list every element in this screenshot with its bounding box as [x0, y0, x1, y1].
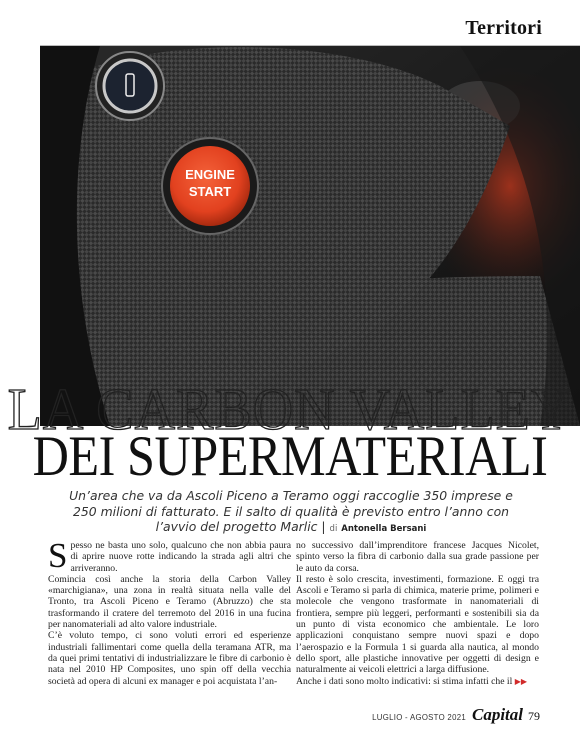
top-button [104, 60, 156, 112]
hero-illustration [40, 46, 580, 426]
body-paragraph-5: Il resto è solo crescita, investimenti, formazione. E oggi tra Ascoli e Teramo si parla di chimica, materie prime, polimeri e molecole che vengono trasformate in nanomateriali di frontiera, sempre più leggeri, performanti e sostenibili sia da un punto di vista economico che ambientale. Le loro applicazioni conquistano sempre nuovi spazi e dopo l’aerospazio e la Formula 1 si guarda alla nautica, al mondo dello sport, alle plastiche innovative per oggetti di design e naturalmente ai veicoli elettrici a larga diffusione. [296, 573, 539, 676]
body-paragraph-4: no successivo dall’imprenditore francese Jacques Nicolet, spinto verso la fibra di carbonio dalla sua grade passione per le auto da corsa. [296, 540, 539, 574]
page-number: 79 [528, 709, 540, 723]
dropcap: S [48, 536, 68, 575]
magazine-logo: Capital [471, 705, 523, 724]
body-paragraph-1 [48, 536, 291, 575]
subhead [56, 488, 526, 538]
continue-arrow-icon: ▶▶ [514, 676, 528, 686]
body-column-left [48, 536, 291, 687]
issue-date: LUGLIO - AGOSTO 2021 [372, 713, 466, 722]
hero-photo [40, 46, 580, 426]
body-paragraph-2: Comincia così anche la storia della Carbon Valley «marchigiana», una zona in realtà situata nella valle del Tronto, tra Ascoli Piceno e Teramo (Abruzzo) che sta trasformando il cratere del terremoto del 2016 in una fucina per nanomateriali ad alto valore industriale. [48, 573, 291, 631]
paragraph-1-text: pesso ne basta uno solo, qualcuno che non abbia paura di aprire nuove rotte indicando la strada agli altri che arriveranno. [70, 540, 291, 574]
paragraph-6-text: Anche i dati sono molto indicativi: si stima infatti che il [296, 675, 513, 687]
body-column-right [296, 540, 539, 687]
engine-start-label-1: ENGINE [185, 167, 235, 182]
page-footer [372, 705, 540, 725]
byline-author: Antonella Bersani [341, 524, 427, 534]
byline-prefix: di [329, 524, 338, 534]
headline-line2: DEI SUPERMATERIALI [32, 424, 548, 488]
engine-start-label-2: START [188, 184, 232, 199]
body-paragraph-6 [296, 676, 539, 687]
section-label: Territori [465, 17, 542, 39]
subhead-text: Un’area che va da Ascoli Piceno a Teramo oggi raccoglie 350 imprese e 250 milioni di fatturato. E il salto di qualità è previsto entro l’anno con l’avvio del progetto Marlic | [69, 488, 513, 534]
headline-line1-text: LA CARBON VALLEY [7, 377, 573, 443]
body-paragraph-3: C’è voluto tempo, ci sono voluti errori ed esperienze industriali fallimentari come quella della teramana ATR, ma da quei primi tentativi di industrializzare le fibre di carbonio è nata nel 2010 HP Composites, uno spin off della vecchia società ad opera di alcuni ex manager e poi acquistata l’an- [48, 630, 291, 687]
